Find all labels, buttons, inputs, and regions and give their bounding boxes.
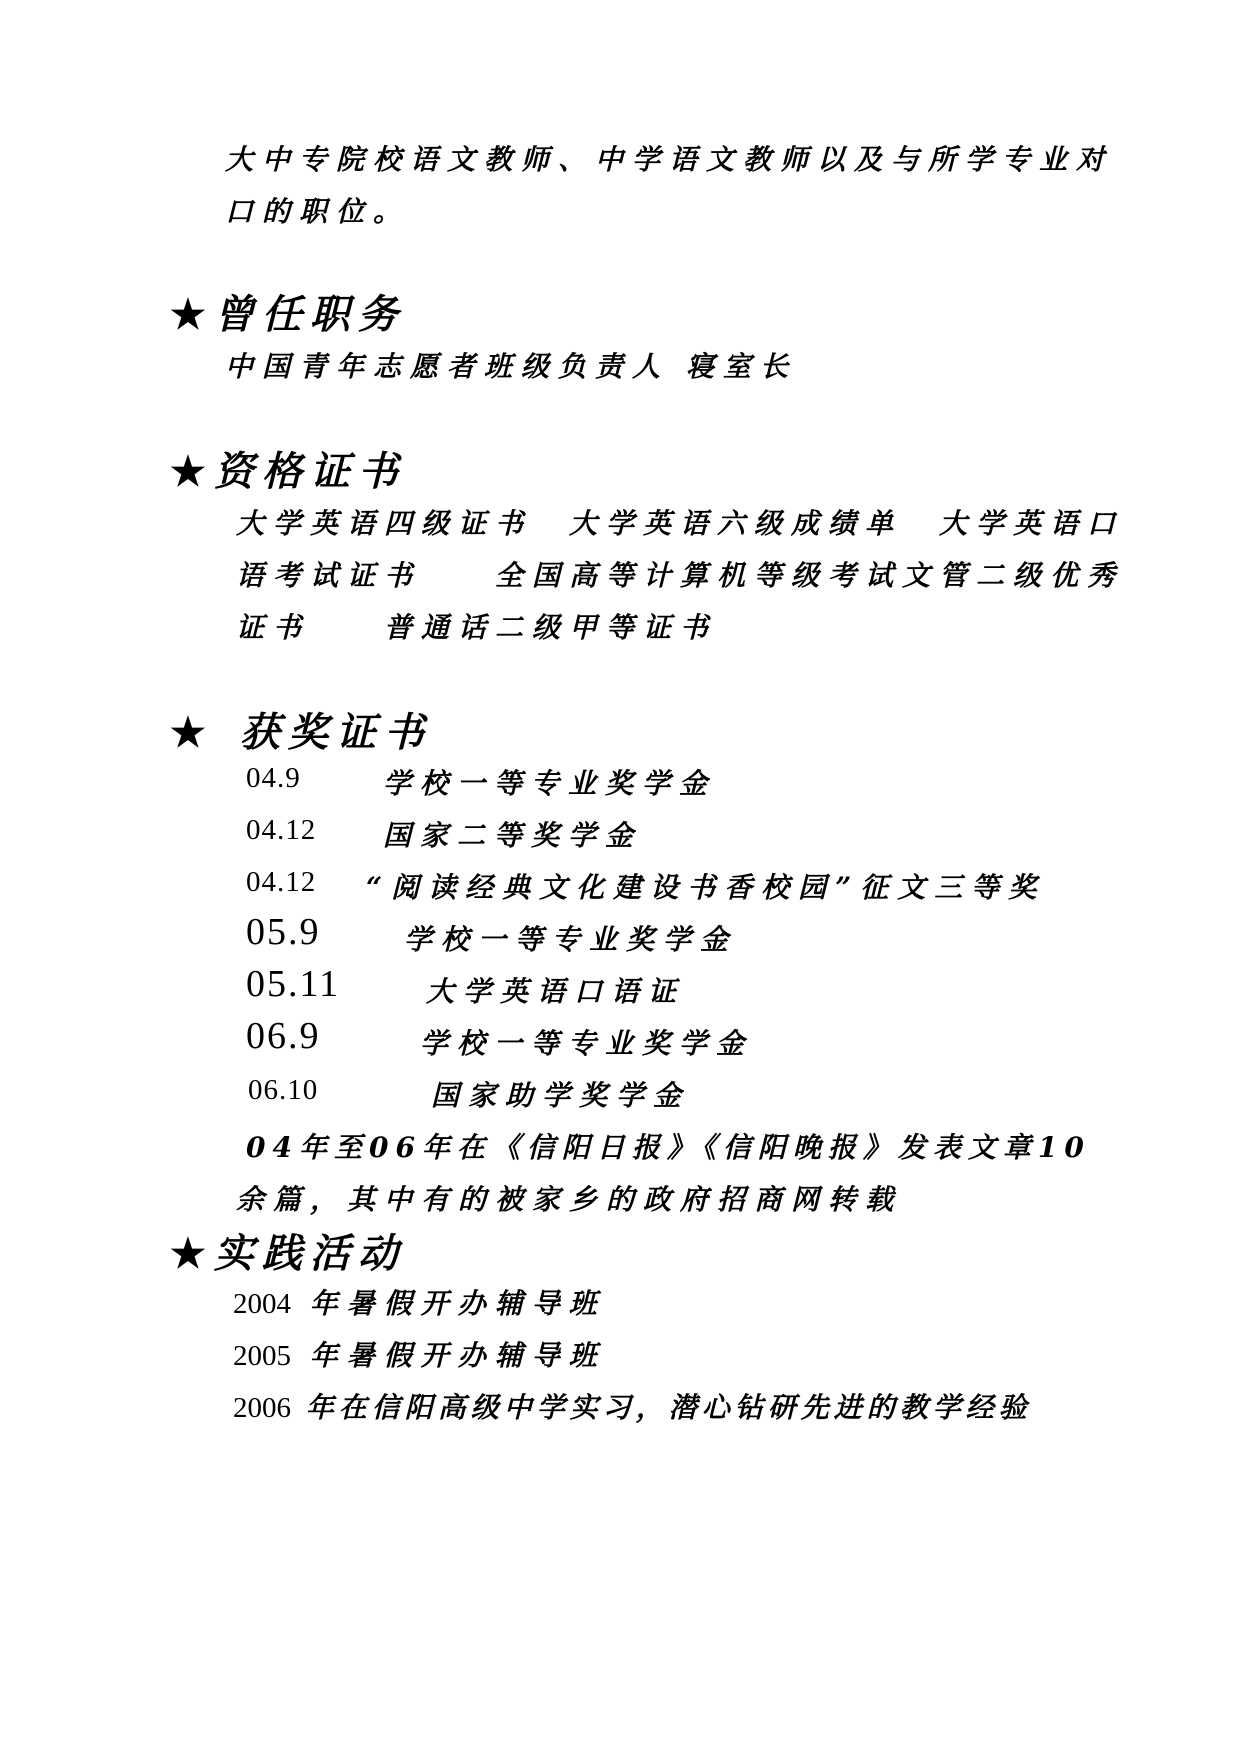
award-text: 国家二等奖学金 xyxy=(383,819,643,852)
award-text: 学校一等专业奖学金 xyxy=(420,1027,754,1060)
award-date: 06.9 xyxy=(246,1015,321,1057)
practice-text: 年暑假开办辅导班 xyxy=(309,1287,606,1320)
award-date: 05.11 xyxy=(246,963,341,1005)
practice-year: 2006 xyxy=(233,1392,291,1424)
section-title: 资格证书 xyxy=(213,448,406,495)
practice-item xyxy=(233,1334,606,1374)
star-icon: ★ xyxy=(170,448,214,495)
section-heading-positions xyxy=(170,283,406,340)
practice-year: 2005 xyxy=(233,1340,291,1372)
section-title: 曾任职务 xyxy=(213,291,406,338)
award-date: 04.12 xyxy=(246,814,317,846)
awards-note-line-1: 04年至06年在《信阳日报》《信阳晚报》发表文章10 xyxy=(246,1131,1091,1164)
award-text: 国家助学奖学金 xyxy=(431,1079,691,1112)
certificates-line-2: 语考试证书 全国高等计算机等级考试文管二级优秀 xyxy=(236,559,1125,592)
practice-item xyxy=(233,1282,606,1322)
section-heading-awards xyxy=(170,701,432,758)
certificates-line-3: 证书 普通话二级甲等证书 xyxy=(236,611,718,644)
award-date: 06.10 xyxy=(248,1074,319,1106)
award-text: “阅读经典文化建设书香校园”征文三等奖 xyxy=(366,871,1046,904)
award-date: 05.9 xyxy=(246,911,321,953)
practice-text: 年暑假开办辅导班 xyxy=(309,1339,606,1372)
certificates-line-1: 大学英语四级证书 大学英语六级成绩单 大学英语口 xyxy=(236,507,1125,540)
section-title: 获奖证书 xyxy=(239,709,432,756)
intro-line-2: 口的职位。 xyxy=(225,195,411,228)
award-text: 大学英语口语证 xyxy=(426,975,686,1008)
star-icon: ★ xyxy=(170,1230,214,1277)
section-title: 实践活动 xyxy=(213,1230,406,1277)
awards-note-line-2: 余篇，其中有的被家乡的政府招商网转载 xyxy=(236,1183,903,1216)
intro-line-1: 大中专院校语文教师、中学语文教师以及与所学专业对 xyxy=(225,143,1114,176)
award-text: 学校一等专业奖学金 xyxy=(404,923,738,956)
position-item-1: 中国青年志愿者班级负责人 xyxy=(225,350,670,383)
star-icon: ★ xyxy=(170,709,214,756)
practice-item xyxy=(233,1386,1032,1426)
award-text: 学校一等专业奖学金 xyxy=(383,767,717,800)
position-item-2: 寝室长 xyxy=(686,350,798,383)
star-icon: ★ xyxy=(170,291,214,338)
award-date: 04.12 xyxy=(246,866,317,898)
award-date: 04.9 xyxy=(246,762,301,794)
practice-year: 2004 xyxy=(233,1288,291,1320)
practice-text: 年在信阳高级中学实习，潜心钻研先进的教学经验 xyxy=(305,1391,1032,1424)
section-heading-practice xyxy=(170,1222,406,1279)
section-heading-certificates xyxy=(170,440,406,497)
